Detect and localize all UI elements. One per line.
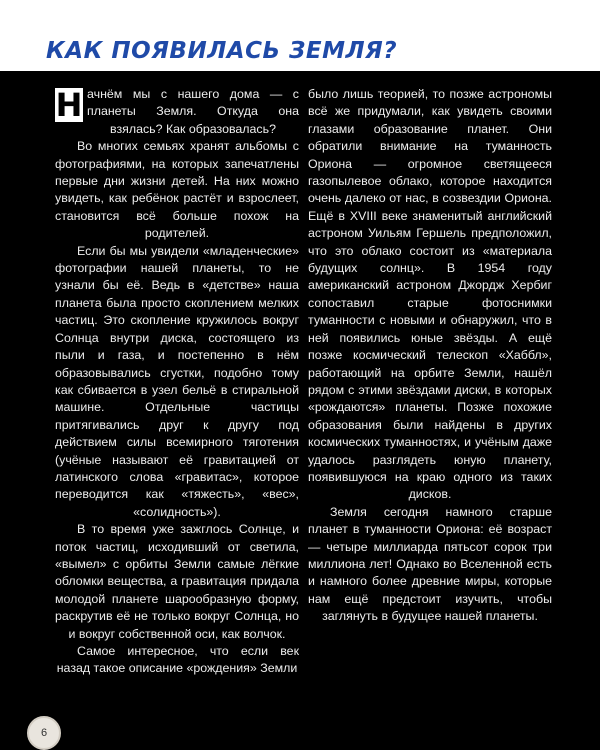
page-title: КАК ПОЯВИЛАСЬ ЗЕМЛЯ? <box>46 38 398 64</box>
drop-cap: Н <box>55 86 83 124</box>
paragraph: Самое интересное, что если век назад такое описание «рождения» Земли <box>56 644 299 676</box>
page-number: 6 <box>27 716 61 750</box>
paragraph-continued: было лишь теорией, то позже астрономы всё же придумали, как увидеть своими глазами образование планет. Они обратили внимание на туманность Ориона — огромное светящееся газопылевое облако, которое находится очень далеко от нас, в созвездии Ориона. Ещё в XVIII веке знаменитый английский астроном Уильям Гершель предположил, что это облако состоит из «материала будущих солнц». В 1954 году американский астроном Джордж Хербиг сопоставил старые фотоснимки туманности с новыми и обнаружил, что в ней появились юные звёзды. А ещё позже космический телескоп «Хаббл», работающий на орбите Земли, нашёл рядом с этими звёздами диски, в которых «рождаются» планеты. Позже похожие образования были найдены в других космических туманностях, и учёным даже удалось разглядеть юную планету, появившуюся на краю одного из таких дисков. <box>308 87 552 502</box>
paragraph: Во многих семьях хранят альбомы с фотографиями, на которых запечатлены первые дни жизни детей. На них можно увидеть, как ребёнок растёт и взрослеет, становится всё больше похож на родителей. <box>55 139 299 241</box>
intro-text: ачнём мы с нашего дома — с планеты Земля. Откуда она взялась? Как образовалась? <box>87 87 299 136</box>
paragraph: Если бы мы увидели «младенческие» фотографии нашей планеты, то не узнали бы её. Ведь в «детстве» наша планета была просто скоплением мелких частиц. Это скопление кружилось вокруг Солнца внутри диска, состоящего из пыли и газа, и постепенно в нём образовывались сгустки, подобно тому как сбивается в узел бельё в стиральной машине. Отдельные частицы притягивались друг к другу под действием силы всемирного тяготения (учёные называют её гравитацией от латинского слова «гравитас», которое переводится как «тяжесть», «вес», «солидность»). <box>55 243 299 519</box>
right-column <box>308 86 552 626</box>
paragraph: В то время уже зажглось Солнце, и поток частиц, исходивший от светила, «вымел» с орбиты Земли самые лёгкие обломки вещества, а гравитация придала молодой планете шарообразную форму, раскрутив её не только вокруг Солнца, но и вокруг собственной оси, как волчок. <box>55 522 299 641</box>
left-column <box>55 86 299 678</box>
paragraph: Земля сегодня намного старше планет в туманности Ориона: её возраст — четыре миллиарда пятьсот сорок три миллиона лет! Однако во Вселенной есть и намного более древние миры, которые нам ещё предстоит изучить, чтобы заглянуть в будущее нашей планеты. <box>308 504 552 624</box>
paragraph-intro <box>55 86 299 138</box>
